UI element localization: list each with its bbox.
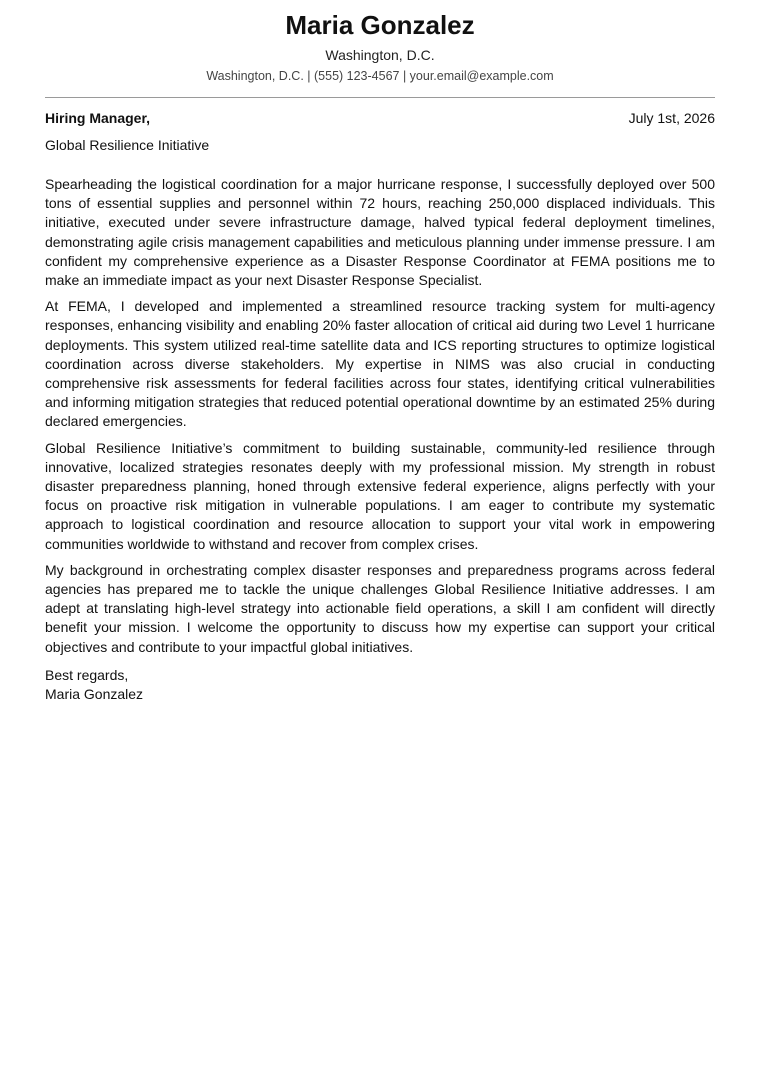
letter-closing [45,666,715,704]
recipient-organization: Global Resilience Initiative [45,137,210,153]
letter-date: July 1st, 2026 [628,110,715,126]
signature-name: Maria Gonzalez [45,686,144,703]
body-paragraph: Spearheading the logistical coordination for a major hurricane response, I successfully deployed over 500 tons of essential supplies and personnel within 72 hours, reaching 250,000 displaced individuals. This initiative, executed under severe infrastructure damage, halved typical federal deployment timelines, demonstrating agile crisis management capabilities and meticulous planning under immense pressure. I am confident my comprehensive experience as a Disaster Response Coordinator at FEMA positions me to make an immediate impact as your next Disaster Response Specialist. [45,176,715,289]
body-paragraph: My background in orchestrating complex disaster responses and preparedness programs across federal agencies has prepared me to tackle the unique challenges Global Resilience Initiative addresses. I am adept at translating high-level strategy into actionable field operations, a skill I am confident will directly benefit your mission. I welcome the opportunity to discuss how my expertise can support your critical objectives and contribute to your impactful global initiatives. [45,561,715,655]
contact-line: Washington, D.C. | (555) 123-4567 | your.email@example.com [206,69,554,83]
header-divider [45,97,715,98]
letter-body [45,175,715,657]
applicant-location: Washington, D.C. [325,47,435,63]
body-paragraph: At FEMA, I developed and implemented a streamlined resource tracking system for multi-agency responses, enhancing visibility and enabling 20% faster allocation of critical aid during two Level 1 hurricane deployments. This system utilized real-time satellite data and ICS reporting structures to optimize logistical coordination across diverse stakeholders. My expertise in NIMS was also crucial in conducting comprehensive risk assessments for federal facilities across four states, identifying critical vulnerabilities and informing mitigation strategies that reduced potential operational downtime by an estimated 25% during declared emergencies. [45,298,715,430]
applicant-name: Maria Gonzalez [285,10,475,40]
recipient-salutation: Hiring Manager, [45,110,151,126]
recipient-date-row [45,108,715,128]
closing-phrase: Best regards, [45,666,129,683]
body-paragraph: Global Resilience Initiative’s commitment to building sustainable, community-led resilience through innovative, localized strategies resonates deeply with my professional mission. My strength in robust disaster preparedness planning, honed through extensive federal experience, aligns perfectly with your focus on proactive risk mitigation in vulnerable populations. I am eager to contribute my systematic approach to logistical coordination and resource allocation to support your vital work in empowering communities worldwide to withstand and recover from complex crises. [45,439,715,552]
letter-header [45,0,715,85]
